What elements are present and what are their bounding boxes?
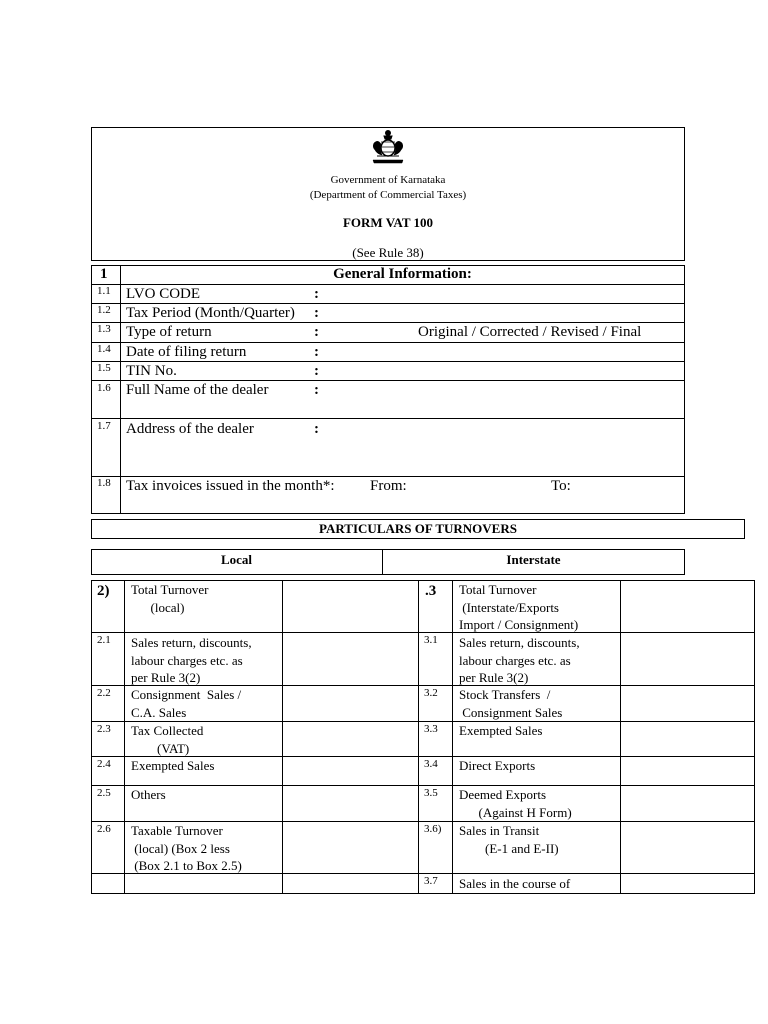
row-number: 2.5 <box>97 787 111 799</box>
others-label: Others <box>131 787 166 802</box>
tax-invoices-label: Tax invoices issued in the month*: <box>126 478 335 494</box>
row-number: 2.3 <box>97 723 111 735</box>
row-number: 2.1 <box>97 634 111 646</box>
row-number: 1.8 <box>97 477 111 489</box>
sales-in-transit-label: Sales in Transit (E-1 and E-II) <box>459 823 559 856</box>
row-number: 3.3 <box>424 723 438 735</box>
return-type-options: Original / Corrected / Revised / Final <box>418 324 642 340</box>
stock-transfers-label: Stock Transfers / Consignment Sales <box>459 687 563 720</box>
colon: : <box>314 324 319 340</box>
row-number: 3.5 <box>424 787 438 799</box>
row-number: 1.7 <box>97 420 111 432</box>
row-number: 3.6) <box>424 823 442 835</box>
government-title: Government of Karnataka <box>330 174 446 186</box>
colon: : <box>314 286 319 302</box>
type-of-return-label: Type of return <box>126 324 212 340</box>
to-label: To: <box>551 478 571 494</box>
date-of-filing-label: Date of filing return <box>126 344 247 360</box>
department-title: (Department of Commercial Taxes) <box>309 189 467 201</box>
dealer-address-label: Address of the dealer <box>126 421 254 437</box>
row-number: 3.2 <box>424 687 438 699</box>
total-turnover-local-label: Total Turnover (local) <box>131 582 209 615</box>
row-number: 1.2 <box>97 304 111 316</box>
form-title: FORM VAT 100 <box>342 215 434 230</box>
karnataka-emblem-icon <box>369 129 407 165</box>
sales-return-local-label: Sales return, discounts, labour charges etc. as per Rule 3(2) <box>131 635 252 685</box>
taxable-turnover-label: Taxable Turnover (local) (Box 2 less (Box 2.1 to Box 2.5) <box>131 823 242 873</box>
total-turnover-interstate-label: Total Turnover (Interstate/Exports Import / Consignment) <box>459 582 579 632</box>
from-label: From: <box>370 478 407 494</box>
rule-reference: (See Rule 38) <box>352 245 424 260</box>
row-number: 3.1 <box>424 634 438 646</box>
exempted-sales-interstate-label: Exempted Sales <box>459 723 543 738</box>
section-title: General Information: <box>333 266 472 282</box>
consignment-sales-label: Consignment Sales / C.A. Sales <box>131 687 242 720</box>
row-number: 1.6 <box>97 382 111 394</box>
sales-in-course-label: Sales in the course of <box>459 876 571 891</box>
lvo-code-label: LVO CODE <box>126 286 201 302</box>
row-number: 1.1 <box>97 285 111 297</box>
local-header: Local <box>220 552 253 567</box>
colon: : <box>314 421 319 437</box>
tin-no-label: TIN No. <box>126 363 177 379</box>
section-number: 1 <box>100 266 108 282</box>
colon: : <box>314 363 319 379</box>
row-number: 1.5 <box>97 362 111 374</box>
row-number: 2) <box>97 583 110 599</box>
exempted-sales-local-label: Exempted Sales <box>131 758 215 773</box>
row-number: 2.4 <box>97 758 111 770</box>
interstate-header: Interstate <box>506 552 561 567</box>
tax-collected-label: Tax Collected (VAT) <box>131 723 204 756</box>
row-number: 1.3 <box>97 323 111 335</box>
particulars-title: PARTICULARS OF TURNOVERS <box>319 521 517 536</box>
row-number: 3.7 <box>424 875 438 887</box>
row-number: .3 <box>425 583 437 599</box>
sales-return-interstate-label: Sales return, discounts, labour charges etc. as per Rule 3(2) <box>459 635 580 685</box>
deemed-exports-label: Deemed Exports (Against H Form) <box>459 787 572 820</box>
row-number: 2.2 <box>97 687 111 699</box>
colon: : <box>314 305 319 321</box>
tax-period-label: Tax Period (Month/Quarter) <box>126 305 295 321</box>
colon: : <box>314 382 319 398</box>
dealer-name-label: Full Name of the dealer <box>126 382 269 398</box>
row-number: 1.4 <box>97 343 111 355</box>
direct-exports-label: Direct Exports <box>459 758 536 773</box>
row-number: 2.6 <box>97 823 111 835</box>
colon: : <box>314 344 319 360</box>
row-number: 3.4 <box>424 758 438 770</box>
